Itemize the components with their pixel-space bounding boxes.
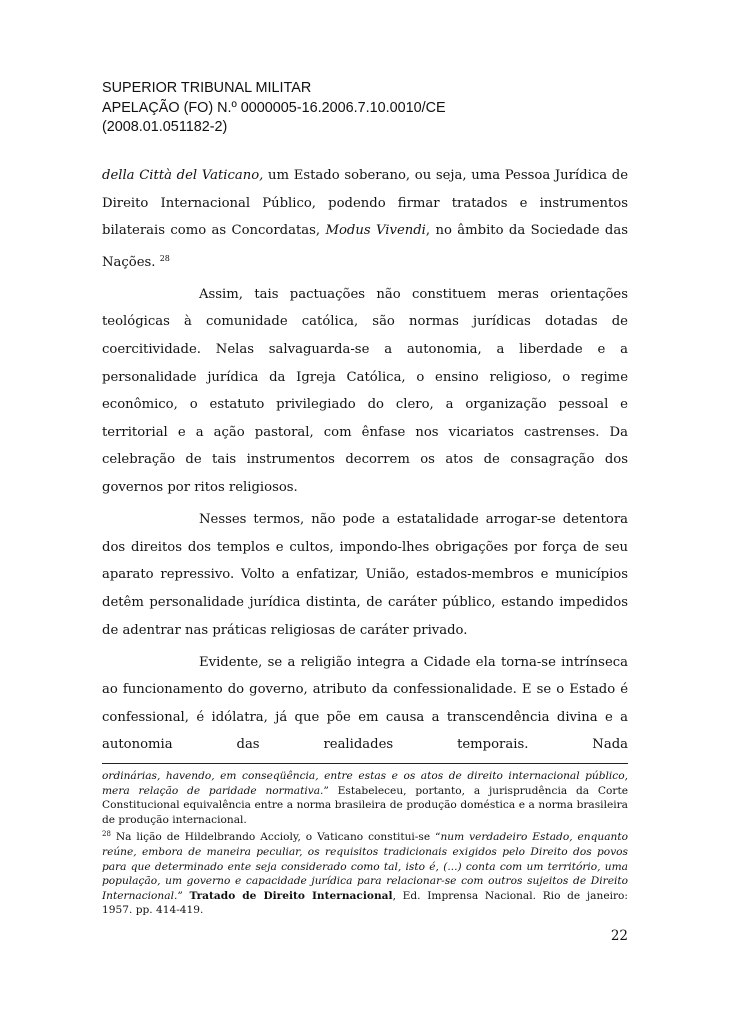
paragraph-1-text-b: , no âmbito da Sociedade das Nações.	[102, 223, 628, 270]
footnote-continuation	[102, 769, 628, 827]
page-number: 22	[610, 928, 628, 944]
footnote-28-text-a: Na lição de Hildelbrando Accioly, o Vaticano constitui-se “	[110, 831, 441, 844]
footnotes	[102, 769, 628, 918]
footnote-28-number: 28	[102, 830, 111, 839]
paragraph-4: Evidente, se a religião integra a Cidade ela torna-se intrínseca ao funcionamento do governo, atributo da confessionalidade. E se o Estado é confessional, é idólatra, já que põe em causa a transcendência divina e a autonomia das realidades temporais. Nada	[102, 654, 628, 753]
paragraph-1-text-a: um Estado soberano, ou seja, uma Pessoa Jurídica de Direito Internacional Público, podendo firmar tratados e instrumentos bilaterais como as Concordatas,	[102, 168, 629, 239]
paragraph-3: Nesses termos, não pode a estatalidade arrogar-se detentora dos direitos dos templos e cultos, impondo-lhes obrigações por força de seu aparato repressivo. Volto a enfatizar, União, estados-membros e municípios detêm personalidade jurídica distinta, de caráter público, estando impedidos de adentrar nas práticas religiosas de caráter privado.	[102, 512, 628, 638]
paragraph-1-italic-term: Modus Vivendi	[325, 223, 426, 239]
document-body	[102, 162, 628, 763]
footnote-separator	[102, 763, 628, 764]
footnote-28-text-b: ”	[177, 889, 190, 902]
footnote-28-text-c: , Ed. Imprensa Nacional. Rio de janeiro: 1957. pp. 414-419.	[102, 889, 628, 917]
footnote-28-quote: num verdadeiro Estado, enquanto reúne, embora de maneira peculiar, os requisitos tradicionais exigidos pelo Direito dos povos para que determinado ente seja considerado como tal, isto é, (...) conta com um território, uma população, um governo e capacidade jurídica para relacionar-se com outros sujeitos de Direito Internacional.	[102, 831, 628, 902]
document-header	[102, 79, 622, 138]
paragraph-2: Assim, tais pactuações não constituem meras orientações teológicas à comunidade católica, são normas jurídicas dotadas de coercitividade. Nelas salvaguarda-se a autonomia, a liberdade e a personalidade jurídica da Igreja Católica, o ensino religioso, o regime econômico, o estatuto privilegiado do clero, a organização pessoal e territorial e a ação pastoral, com ênfase nos vicariatos castrenses. Da celebração de tais instrumentos decorrem os atos de consagração dos governos por ritos religiosos.	[102, 286, 628, 496]
header-process-number: (2008.01.051182-2)	[102, 119, 228, 135]
footnote-reference-28[interactable]: 28	[159, 253, 170, 263]
paragraph-1-italic-lead: della Città del Vaticano,	[102, 168, 264, 183]
footnote-continuation-text: .” Estabeleceu, portanto, a jurisprudência da Corte Constitucional equivalência entre a norma brasileira de produção doméstica e a norma brasileira de produção internacional.	[102, 784, 628, 826]
header-case-number: APELAÇÃO (FO) N.º 0000005-16.2006.7.10.0010/CE	[102, 99, 446, 116]
footnote-28	[102, 827, 628, 918]
header-court-name: SUPERIOR TRIBUNAL MILITAR	[102, 80, 312, 96]
paragraph-1	[102, 162, 628, 276]
footnote-28-book-title: Tratado de Direito Internacional	[189, 889, 393, 902]
footnote-continuation-italic: ordinárias, havendo, em conseqüência, entre estas e os atos de direito internacional público, mera relação de paridade normativa	[102, 770, 628, 797]
